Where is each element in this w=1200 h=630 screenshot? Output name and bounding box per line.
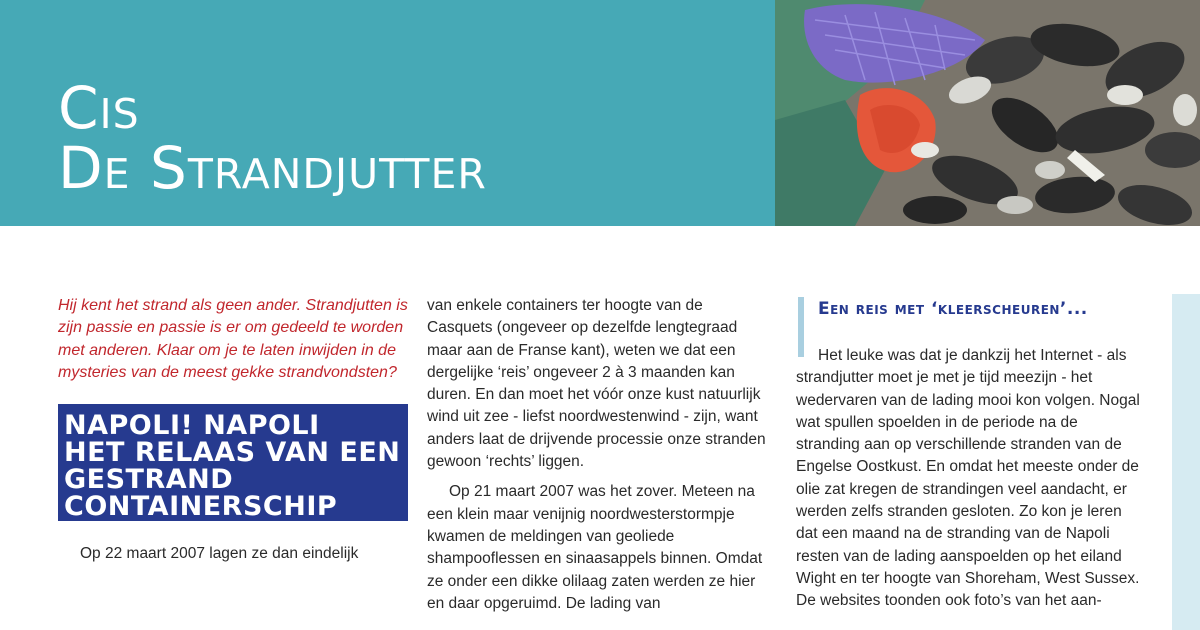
- column-3-paragraph-2: De websites toonden ook foto’s van het aan-: [796, 592, 1102, 610]
- beach-litter-photo: [775, 0, 1200, 226]
- subhead-accent-bar: [798, 297, 804, 357]
- intro-text: Hij kent het strand als geen ander. Strandjutten is zijn passie en passie is er om gedeeld te worden met anderen. Klaar om je te laten inwijden in de mysteries van de meest gekke strandvondsten?: [58, 297, 408, 381]
- section-subhead-wrap: [796, 295, 1141, 345]
- column-3: [796, 295, 1141, 613]
- photo-illustration: [775, 0, 1200, 226]
- section-subhead: Een reis met ‘kleerscheuren’...: [818, 299, 1088, 319]
- column-2-paragraph-1: van enkele containers ter hoogte van de Casquets (ongeveer op dezelfde lengtegraad maar aan de Franse kant), weten we dat een dergelijke ‘reis’ ongeveer 2 à 3 maanden kan duren. En dan moet het vóór onze kust natuurlijk wind uit zee - liefst noordwestenwind - zijn, want anders laat de drijvende processie onze stranden gewoon ‘rechts’ liggen.: [427, 297, 766, 471]
- column-1: [58, 295, 408, 565]
- page-title-line-1: Cis: [58, 74, 140, 142]
- column-2-paragraph-2: Op 21 maart 2007 was het zover. Meteen na een klein maar venijnig noordwesterstormpje kwamen de meldingen van geoliede shampooflessen en sinaasappels binnen. Omdat ze onder een dikke olilaag zaten werden ze hier en daar opgeruimd. De lading van: [427, 483, 763, 612]
- headline-line-2: HET RELAAS VAN EEN: [64, 437, 401, 469]
- title-banner: [0, 0, 775, 226]
- headline-box: [58, 404, 408, 521]
- page-title: [58, 74, 487, 202]
- page-title-line-2: De Strandjutter: [58, 134, 487, 202]
- headline-line-3: GESTRAND: [64, 464, 234, 496]
- column-3-paragraph-1: Het leuke was dat je dankzij het Internet - als strandjutter moet je met je tijd meezijn - het wedervaren van de lading mooi kon volgen. Nogal wat spullen spoelden in de periode na de stranding aan op verschillende stranden van de Engelse Oostkust. En omdat het meeste onder de olie zat kregen de strandingen veel aandacht, er werden zelfs stranden gesloten. Zo kon je leren dat een maand na de stranding van de Napoli resten van de lading aanspoelden op het eiland Wight en ter hoogte van Shoreham, West Sussex.: [796, 347, 1140, 587]
- headline-line-4: CONTAINERSCHIP: [64, 491, 338, 523]
- article-headline: [64, 410, 402, 523]
- column-1-paragraph: Op 22 maart 2007 lagen ze dan eindelijk: [80, 545, 359, 563]
- sidebar-strip: [1172, 294, 1200, 630]
- column-2: [427, 295, 772, 615]
- headline-line-1: NAPOLI! NAPOLI: [64, 410, 320, 442]
